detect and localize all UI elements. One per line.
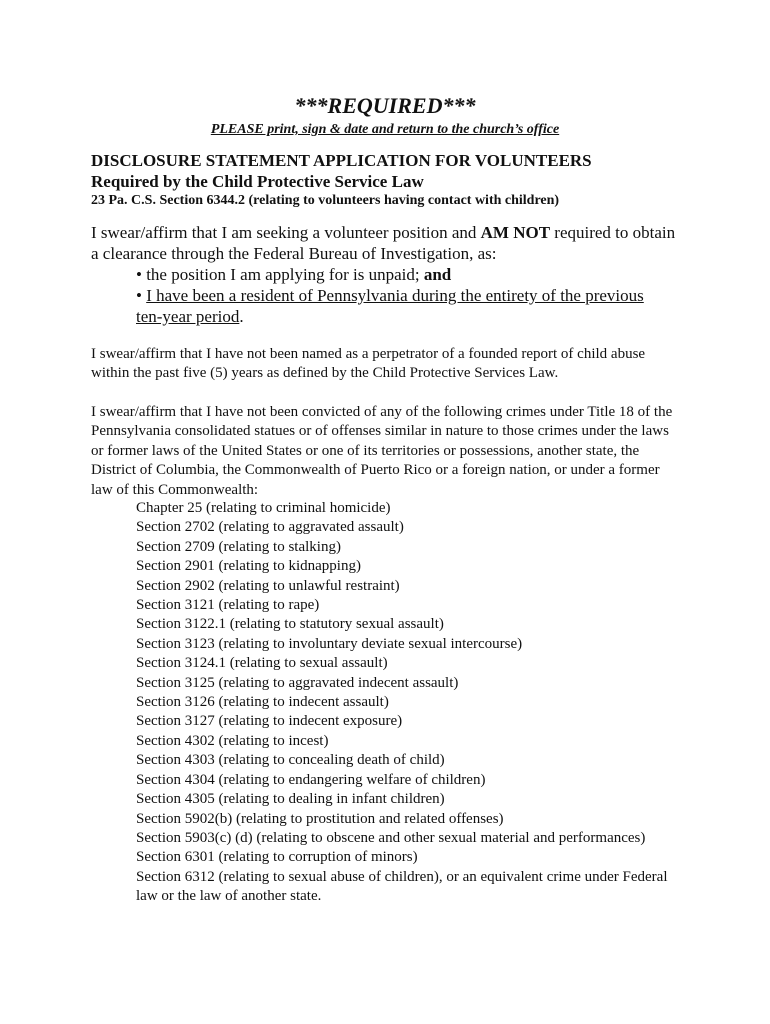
crime-list-item: Section 3126 (relating to indecent assault) <box>136 694 389 711</box>
crime-list-item: Section 2902 (relating to unlawful restraint) <box>136 577 400 594</box>
crime-list-item: Section 2901 (relating to kidnapping) <box>136 558 361 575</box>
crime-list-item: Section 3122.1 (relating to statutory sexual assault) <box>136 616 444 633</box>
crime-list-item: Section 4303 (relating to concealing death of child) <box>136 752 445 769</box>
crime-list-item: Section 4305 (relating to dealing in infant children) <box>136 791 445 808</box>
crime-list <box>136 499 676 907</box>
crime-list-item: Section 3121 (relating to rape) <box>136 597 320 614</box>
crime-list-item: Section 3124.1 (relating to sexual assault) <box>136 655 388 672</box>
return-instructions: PLEASE print, sign & date and return to the church’s office <box>210 122 560 137</box>
fbi-intro-text: I swear/affirm that I am seeking a volunteer position and <box>91 223 481 242</box>
crime-list-item: Section 2709 (relating to stalking) <box>136 538 341 555</box>
crime-list-item: Section 3123 (relating to involuntary deviate sexual intercourse) <box>136 635 523 652</box>
crime-list-item: Section 3125 (relating to aggravated indecent assault) <box>136 674 459 691</box>
statute-reference: 23 Pa. C.S. Section 6344.2 (relating to volunteers having contact with children) <box>91 193 560 208</box>
crime-list-item: Chapter 25 (relating to criminal homicide) <box>136 500 391 516</box>
am-not-emphasis: AM NOT <box>480 223 551 242</box>
residency-bullet <box>91 285 671 327</box>
residency-period: . <box>239 307 244 326</box>
crime-list-item: Section 6312 (relating to sexual abuse of children), or an equivalent crime under Federal law or the law of another state. <box>136 868 668 905</box>
page-title: ***REQUIRED*** <box>294 93 476 118</box>
crime-list-item: Section 3127 (relating to indecent exposure) <box>136 713 403 730</box>
crime-list-item: Section 4304 (relating to endangering welfare of children) <box>136 771 486 788</box>
form-heading: DISCLOSURE STATEMENT APPLICATION FOR VOLUNTEERS <box>91 151 592 170</box>
crimes-affirmation: I swear/affirm that I have not been convicted of any of the following crimes under Title 18 of the Pennsylvania consolidated statues or of offenses similar in nature to those crimes under the laws or former laws of the United States or one of its territories or possessions, another state, the District of Columbia, the Commonwealth of Puerto Rico or a foreign nation, or under a former law of this Commonwealth: <box>91 404 673 498</box>
and-emphasis: and <box>423 265 452 284</box>
child-abuse-affirmation: I swear/affirm that I have not been named as a perpetrator of a founded report of child abuse within the past five (5) years as defined by the Child Protective Services Law. <box>91 346 646 382</box>
crime-list-item: Section 5902(b) (relating to prostitution and related offenses) <box>136 810 504 827</box>
fbi-clearance-affirmation <box>91 222 681 327</box>
residency-text: I have been a resident of Pennsylvania during the entirety of the previous ten-year period <box>136 286 644 326</box>
crime-list-item: Section 5903(c) (d) (relating to obscene and other sexual material and performances) <box>136 829 646 846</box>
unpaid-position-bullet <box>91 264 681 285</box>
residency-bullet-marker: • <box>136 286 147 305</box>
fbi-intro-continuation: required to obtain a clearance through the Federal Bureau of Investigation, as: <box>91 223 676 263</box>
crime-list-item: Section 4302 (relating to incest) <box>136 732 329 749</box>
law-subheading: Required by the Child Protective Service Law <box>91 172 424 191</box>
crime-list-item: Section 6301 (relating to corruption of minors) <box>136 849 418 866</box>
unpaid-position-text: • the position I am applying for is unpaid; <box>136 265 424 284</box>
crime-list-item: Section 2702 (relating to aggravated assault) <box>136 519 404 536</box>
